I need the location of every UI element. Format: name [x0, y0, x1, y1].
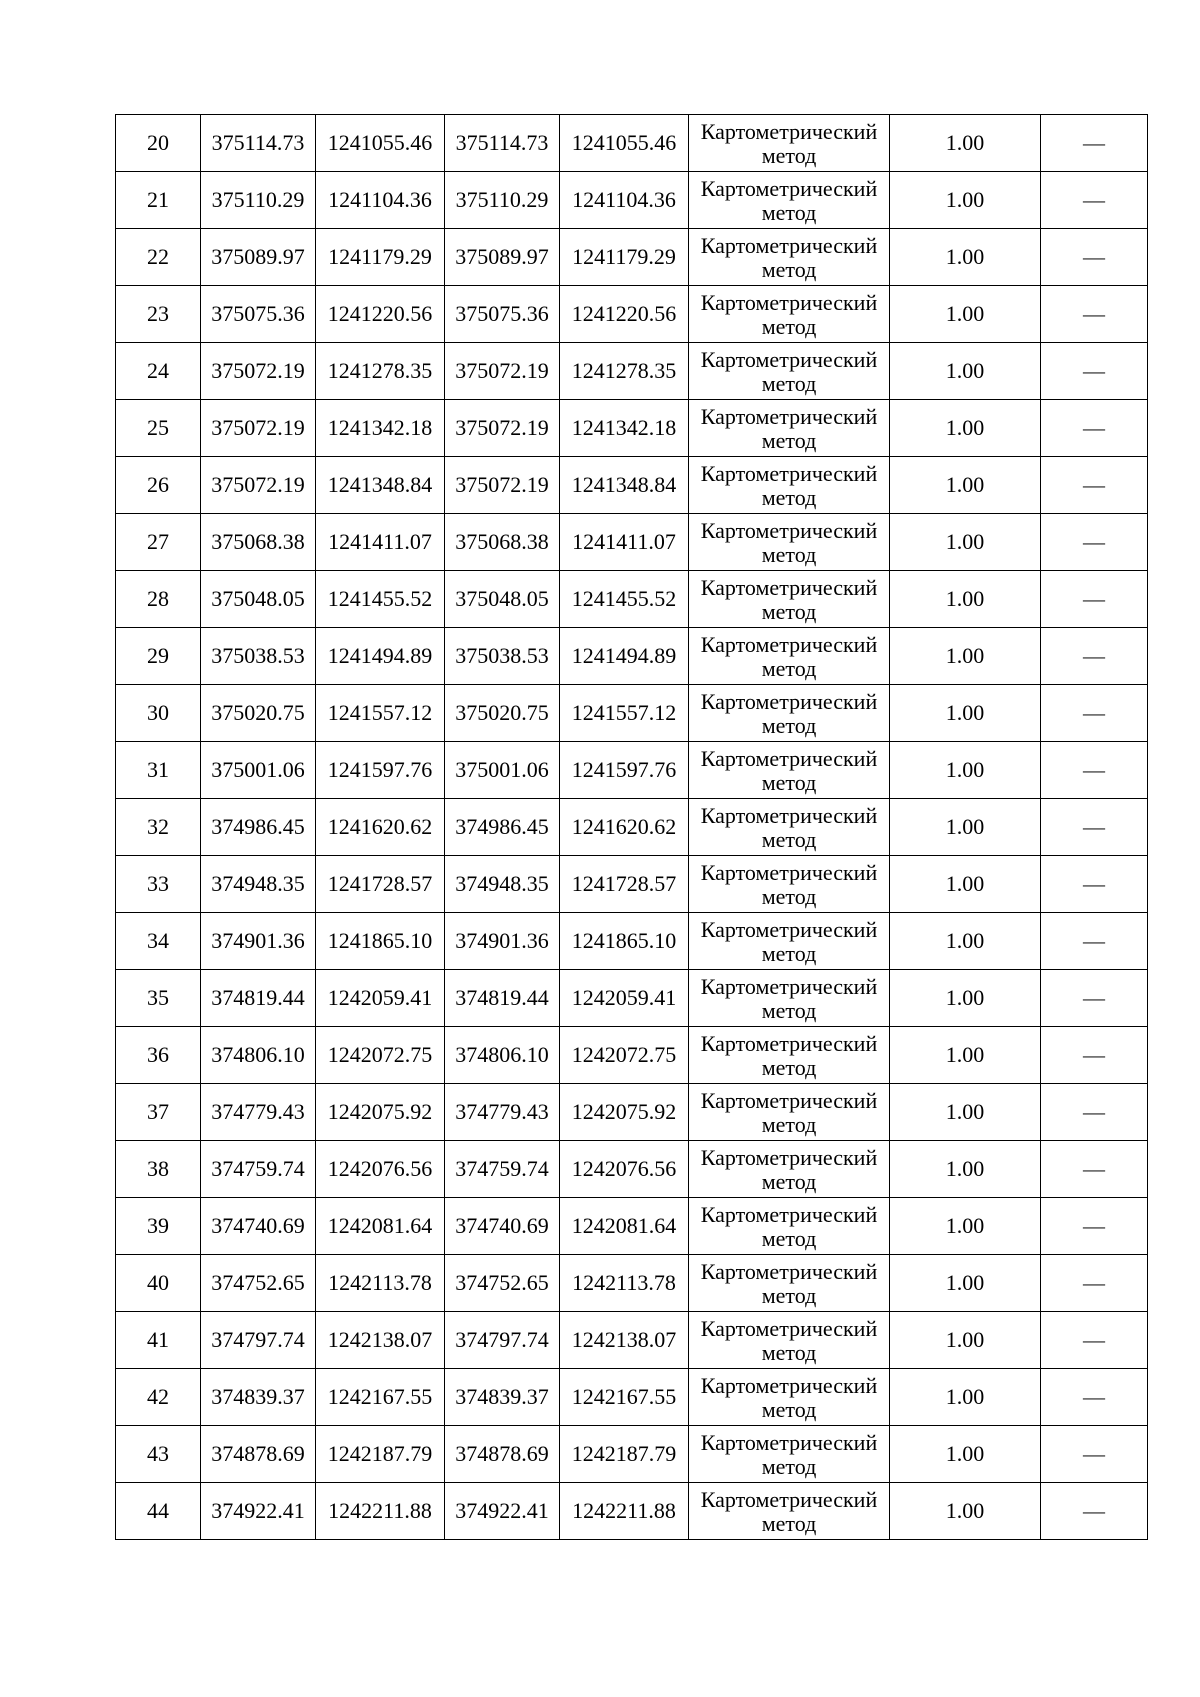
- method-label-line2: метод: [761, 428, 817, 453]
- description-cell: —: [1041, 1027, 1148, 1084]
- point-number-cell: 29: [116, 628, 201, 685]
- new-y-cell: 1241179.29: [560, 229, 689, 286]
- method-cell: [689, 457, 890, 514]
- method-label-line2: метод: [761, 1169, 817, 1194]
- accuracy-cell: 1.00: [890, 1141, 1041, 1198]
- method-label-line2: метод: [761, 599, 817, 624]
- method-cell: [689, 286, 890, 343]
- table-row: [116, 115, 1148, 172]
- existing-y-cell: 1241104.36: [316, 172, 445, 229]
- description-cell: —: [1041, 115, 1148, 172]
- point-number-cell: 37: [116, 1084, 201, 1141]
- existing-x-cell: 374839.37: [201, 1369, 316, 1426]
- new-y-cell: 1241348.84: [560, 457, 689, 514]
- description-cell: —: [1041, 856, 1148, 913]
- accuracy-cell: 1.00: [890, 913, 1041, 970]
- new-y-cell: 1241055.46: [560, 115, 689, 172]
- accuracy-cell: 1.00: [890, 1198, 1041, 1255]
- method-label-line1: Картометрический: [700, 1373, 878, 1398]
- description-cell: —: [1041, 1084, 1148, 1141]
- existing-x-cell: 375110.29: [201, 172, 316, 229]
- method-label-line2: метод: [761, 1226, 817, 1251]
- new-y-cell: 1242113.78: [560, 1255, 689, 1312]
- new-x-cell: 374779.43: [445, 1084, 560, 1141]
- method-label-line2: метод: [761, 1112, 817, 1137]
- table-row: [116, 514, 1148, 571]
- accuracy-cell: 1.00: [890, 229, 1041, 286]
- method-cell: [689, 799, 890, 856]
- table-row: [116, 343, 1148, 400]
- description-cell: —: [1041, 172, 1148, 229]
- description-cell: —: [1041, 1141, 1148, 1198]
- accuracy-cell: 1.00: [890, 343, 1041, 400]
- method-label-line1: Картометрический: [700, 518, 878, 543]
- point-number-cell: 33: [116, 856, 201, 913]
- point-number-cell: 26: [116, 457, 201, 514]
- new-y-cell: 1242059.41: [560, 970, 689, 1027]
- table-row: [116, 799, 1148, 856]
- new-x-cell: 375038.53: [445, 628, 560, 685]
- point-number-cell: 43: [116, 1426, 201, 1483]
- existing-x-cell: 375072.19: [201, 400, 316, 457]
- new-x-cell: 374948.35: [445, 856, 560, 913]
- existing-x-cell: 375072.19: [201, 457, 316, 514]
- new-y-cell: 1242211.88: [560, 1483, 689, 1540]
- description-cell: —: [1041, 1369, 1148, 1426]
- method-label-line1: Картометрический: [700, 1145, 878, 1170]
- existing-y-cell: 1241455.52: [316, 571, 445, 628]
- existing-x-cell: 374986.45: [201, 799, 316, 856]
- method-label-line1: Картометрический: [700, 860, 878, 885]
- accuracy-cell: 1.00: [890, 115, 1041, 172]
- method-cell: [689, 970, 890, 1027]
- table-row: [116, 229, 1148, 286]
- method-label-line2: метод: [761, 143, 817, 168]
- existing-x-cell: 374740.69: [201, 1198, 316, 1255]
- method-label-line2: метод: [761, 1397, 817, 1422]
- new-y-cell: 1242076.56: [560, 1141, 689, 1198]
- table-row: [116, 913, 1148, 970]
- existing-x-cell: 375048.05: [201, 571, 316, 628]
- new-x-cell: 374819.44: [445, 970, 560, 1027]
- point-number-cell: 25: [116, 400, 201, 457]
- description-cell: —: [1041, 742, 1148, 799]
- method-label-line1: Картометрический: [700, 1202, 878, 1227]
- new-x-cell: 375048.05: [445, 571, 560, 628]
- new-x-cell: 375068.38: [445, 514, 560, 571]
- method-label-line2: метод: [761, 656, 817, 681]
- existing-x-cell: 374901.36: [201, 913, 316, 970]
- method-label-line2: метод: [761, 542, 817, 567]
- existing-y-cell: 1241342.18: [316, 400, 445, 457]
- existing-x-cell: 375038.53: [201, 628, 316, 685]
- existing-x-cell: 374797.74: [201, 1312, 316, 1369]
- existing-y-cell: 1242072.75: [316, 1027, 445, 1084]
- new-y-cell: 1242167.55: [560, 1369, 689, 1426]
- new-x-cell: 374839.37: [445, 1369, 560, 1426]
- new-x-cell: 374878.69: [445, 1426, 560, 1483]
- description-cell: —: [1041, 1483, 1148, 1540]
- new-x-cell: 374901.36: [445, 913, 560, 970]
- new-x-cell: 375072.19: [445, 457, 560, 514]
- table-row: [116, 1027, 1148, 1084]
- method-cell: [689, 742, 890, 799]
- method-label-line2: метод: [761, 485, 817, 510]
- description-cell: —: [1041, 628, 1148, 685]
- point-number-cell: 24: [116, 343, 201, 400]
- new-y-cell: 1242072.75: [560, 1027, 689, 1084]
- existing-x-cell: 374806.10: [201, 1027, 316, 1084]
- existing-y-cell: 1241348.84: [316, 457, 445, 514]
- table-row: [116, 1426, 1148, 1483]
- method-cell: [689, 172, 890, 229]
- method-label-line1: Картометрический: [700, 575, 878, 600]
- accuracy-cell: 1.00: [890, 970, 1041, 1027]
- existing-x-cell: 374922.41: [201, 1483, 316, 1540]
- description-cell: —: [1041, 229, 1148, 286]
- description-cell: —: [1041, 1312, 1148, 1369]
- accuracy-cell: 1.00: [890, 856, 1041, 913]
- method-label-line2: метод: [761, 1283, 817, 1308]
- method-label-line1: Картометрический: [700, 974, 878, 999]
- point-number-cell: 36: [116, 1027, 201, 1084]
- accuracy-cell: 1.00: [890, 685, 1041, 742]
- new-x-cell: 375072.19: [445, 343, 560, 400]
- new-x-cell: 375072.19: [445, 400, 560, 457]
- new-y-cell: 1242081.64: [560, 1198, 689, 1255]
- new-x-cell: 374986.45: [445, 799, 560, 856]
- existing-x-cell: 374779.43: [201, 1084, 316, 1141]
- new-x-cell: 375089.97: [445, 229, 560, 286]
- method-label-line2: метод: [761, 1340, 817, 1365]
- method-label-line2: метод: [761, 1454, 817, 1479]
- existing-y-cell: 1242076.56: [316, 1141, 445, 1198]
- existing-y-cell: 1242113.78: [316, 1255, 445, 1312]
- accuracy-cell: 1.00: [890, 1255, 1041, 1312]
- accuracy-cell: 1.00: [890, 628, 1041, 685]
- point-number-cell: 35: [116, 970, 201, 1027]
- accuracy-cell: 1.00: [890, 799, 1041, 856]
- existing-y-cell: 1242138.07: [316, 1312, 445, 1369]
- new-x-cell: 375075.36: [445, 286, 560, 343]
- method-label-line1: Картометрический: [700, 1487, 878, 1512]
- method-label-line1: Картометрический: [700, 917, 878, 942]
- new-x-cell: 374752.65: [445, 1255, 560, 1312]
- method-label-line2: метод: [761, 713, 817, 738]
- method-label-line2: метод: [761, 941, 817, 966]
- new-y-cell: 1241494.89: [560, 628, 689, 685]
- method-cell: [689, 913, 890, 970]
- new-x-cell: 374797.74: [445, 1312, 560, 1369]
- method-label-line1: Картометрический: [700, 1430, 878, 1455]
- existing-x-cell: 375075.36: [201, 286, 316, 343]
- new-x-cell: 374759.74: [445, 1141, 560, 1198]
- method-label-line1: Картометрический: [700, 689, 878, 714]
- accuracy-cell: 1.00: [890, 172, 1041, 229]
- new-y-cell: 1241557.12: [560, 685, 689, 742]
- method-cell: [689, 1141, 890, 1198]
- existing-y-cell: 1241220.56: [316, 286, 445, 343]
- method-cell: [689, 514, 890, 571]
- existing-y-cell: 1241728.57: [316, 856, 445, 913]
- new-x-cell: 374740.69: [445, 1198, 560, 1255]
- method-cell: [689, 1312, 890, 1369]
- description-cell: —: [1041, 970, 1148, 1027]
- new-y-cell: 1241342.18: [560, 400, 689, 457]
- table-row: [116, 1369, 1148, 1426]
- method-label-line2: метод: [761, 1055, 817, 1080]
- description-cell: —: [1041, 1255, 1148, 1312]
- method-cell: [689, 1084, 890, 1141]
- new-y-cell: 1242075.92: [560, 1084, 689, 1141]
- method-cell: [689, 343, 890, 400]
- table-row: [116, 856, 1148, 913]
- table-row: [116, 1255, 1148, 1312]
- new-y-cell: 1241728.57: [560, 856, 689, 913]
- new-y-cell: 1242138.07: [560, 1312, 689, 1369]
- table-row: [116, 970, 1148, 1027]
- new-x-cell: 375114.73: [445, 115, 560, 172]
- description-cell: —: [1041, 343, 1148, 400]
- point-number-cell: 39: [116, 1198, 201, 1255]
- new-x-cell: 375110.29: [445, 172, 560, 229]
- method-label-line1: Картометрический: [700, 632, 878, 657]
- existing-y-cell: 1241179.29: [316, 229, 445, 286]
- accuracy-cell: 1.00: [890, 1027, 1041, 1084]
- description-cell: —: [1041, 400, 1148, 457]
- table-row: [116, 571, 1148, 628]
- existing-x-cell: 374759.74: [201, 1141, 316, 1198]
- table-row: [116, 628, 1148, 685]
- description-cell: —: [1041, 1198, 1148, 1255]
- existing-y-cell: 1242075.92: [316, 1084, 445, 1141]
- description-cell: —: [1041, 799, 1148, 856]
- method-label-line1: Картометрический: [700, 1088, 878, 1113]
- new-y-cell: 1241597.76: [560, 742, 689, 799]
- table-row: [116, 457, 1148, 514]
- method-label-line1: Картометрический: [700, 1031, 878, 1056]
- existing-x-cell: 375072.19: [201, 343, 316, 400]
- description-cell: —: [1041, 571, 1148, 628]
- method-label-line2: метод: [761, 200, 817, 225]
- table-row: [116, 685, 1148, 742]
- point-number-cell: 38: [116, 1141, 201, 1198]
- table-row: [116, 400, 1148, 457]
- description-cell: —: [1041, 685, 1148, 742]
- point-number-cell: 30: [116, 685, 201, 742]
- method-label-line2: метод: [761, 371, 817, 396]
- new-x-cell: 375001.06: [445, 742, 560, 799]
- new-x-cell: 374806.10: [445, 1027, 560, 1084]
- method-label-line1: Картометрический: [700, 1259, 878, 1284]
- new-x-cell: 375020.75: [445, 685, 560, 742]
- accuracy-cell: 1.00: [890, 742, 1041, 799]
- new-y-cell: 1241104.36: [560, 172, 689, 229]
- table-row: [116, 1483, 1148, 1540]
- method-label-line2: метод: [761, 1511, 817, 1536]
- new-y-cell: 1242187.79: [560, 1426, 689, 1483]
- table-row: [116, 1084, 1148, 1141]
- method-label-line1: Картометрический: [700, 233, 878, 258]
- method-label-line1: Картометрический: [700, 176, 878, 201]
- existing-x-cell: 375020.75: [201, 685, 316, 742]
- method-cell: [689, 856, 890, 913]
- point-number-cell: 40: [116, 1255, 201, 1312]
- method-label-line2: метод: [761, 884, 817, 909]
- description-cell: —: [1041, 913, 1148, 970]
- method-cell: [689, 1027, 890, 1084]
- description-cell: —: [1041, 457, 1148, 514]
- existing-y-cell: 1241597.76: [316, 742, 445, 799]
- method-label-line1: Картометрический: [700, 803, 878, 828]
- existing-y-cell: 1242211.88: [316, 1483, 445, 1540]
- table-row: [116, 1141, 1148, 1198]
- method-label-line2: метод: [761, 257, 817, 282]
- table-row: [116, 742, 1148, 799]
- point-number-cell: 27: [116, 514, 201, 571]
- table-row: [116, 1312, 1148, 1369]
- method-cell: [689, 571, 890, 628]
- existing-x-cell: 374752.65: [201, 1255, 316, 1312]
- existing-y-cell: 1241411.07: [316, 514, 445, 571]
- existing-x-cell: 375068.38: [201, 514, 316, 571]
- existing-y-cell: 1241494.89: [316, 628, 445, 685]
- existing-y-cell: 1241557.12: [316, 685, 445, 742]
- existing-y-cell: 1242081.64: [316, 1198, 445, 1255]
- method-label-line1: Картометрический: [700, 404, 878, 429]
- point-number-cell: 41: [116, 1312, 201, 1369]
- method-cell: [689, 229, 890, 286]
- point-number-cell: 42: [116, 1369, 201, 1426]
- new-y-cell: 1241455.52: [560, 571, 689, 628]
- existing-y-cell: 1242059.41: [316, 970, 445, 1027]
- accuracy-cell: 1.00: [890, 457, 1041, 514]
- description-cell: —: [1041, 1426, 1148, 1483]
- existing-x-cell: 374819.44: [201, 970, 316, 1027]
- table-row: [116, 1198, 1148, 1255]
- accuracy-cell: 1.00: [890, 400, 1041, 457]
- method-label-line2: метод: [761, 770, 817, 795]
- point-number-cell: 31: [116, 742, 201, 799]
- method-label-line1: Картометрический: [700, 119, 878, 144]
- method-label-line2: метод: [761, 827, 817, 852]
- accuracy-cell: 1.00: [890, 286, 1041, 343]
- point-number-cell: 21: [116, 172, 201, 229]
- existing-x-cell: 375114.73: [201, 115, 316, 172]
- method-label-line1: Картометрический: [700, 347, 878, 372]
- method-cell: [689, 1483, 890, 1540]
- new-y-cell: 1241620.62: [560, 799, 689, 856]
- point-number-cell: 20: [116, 115, 201, 172]
- existing-x-cell: 375001.06: [201, 742, 316, 799]
- method-cell: [689, 1198, 890, 1255]
- existing-y-cell: 1242187.79: [316, 1426, 445, 1483]
- method-cell: [689, 1255, 890, 1312]
- method-label-line1: Картометрический: [700, 746, 878, 771]
- method-label-line1: Картометрический: [700, 1316, 878, 1341]
- existing-y-cell: 1241620.62: [316, 799, 445, 856]
- method-label-line2: метод: [761, 314, 817, 339]
- existing-y-cell: 1242167.55: [316, 1369, 445, 1426]
- accuracy-cell: 1.00: [890, 1084, 1041, 1141]
- new-x-cell: 374922.41: [445, 1483, 560, 1540]
- table-body: [116, 115, 1148, 1540]
- method-label-line1: Картометрический: [700, 290, 878, 315]
- description-cell: —: [1041, 286, 1148, 343]
- accuracy-cell: 1.00: [890, 1483, 1041, 1540]
- existing-x-cell: 374948.35: [201, 856, 316, 913]
- coordinates-table: [115, 114, 1148, 1540]
- existing-y-cell: 1241055.46: [316, 115, 445, 172]
- existing-y-cell: 1241865.10: [316, 913, 445, 970]
- method-cell: [689, 115, 890, 172]
- point-number-cell: 32: [116, 799, 201, 856]
- method-label-line1: Картометрический: [700, 461, 878, 486]
- new-y-cell: 1241865.10: [560, 913, 689, 970]
- accuracy-cell: 1.00: [890, 1426, 1041, 1483]
- point-number-cell: 44: [116, 1483, 201, 1540]
- method-cell: [689, 628, 890, 685]
- existing-x-cell: 374878.69: [201, 1426, 316, 1483]
- new-y-cell: 1241220.56: [560, 286, 689, 343]
- existing-x-cell: 375089.97: [201, 229, 316, 286]
- method-cell: [689, 400, 890, 457]
- table-row: [116, 172, 1148, 229]
- point-number-cell: 34: [116, 913, 201, 970]
- accuracy-cell: 1.00: [890, 1369, 1041, 1426]
- table-row: [116, 286, 1148, 343]
- description-cell: —: [1041, 514, 1148, 571]
- new-y-cell: 1241411.07: [560, 514, 689, 571]
- accuracy-cell: 1.00: [890, 1312, 1041, 1369]
- method-cell: [689, 1369, 890, 1426]
- accuracy-cell: 1.00: [890, 514, 1041, 571]
- accuracy-cell: 1.00: [890, 571, 1041, 628]
- point-number-cell: 23: [116, 286, 201, 343]
- point-number-cell: 22: [116, 229, 201, 286]
- method-cell: [689, 685, 890, 742]
- point-number-cell: 28: [116, 571, 201, 628]
- method-label-line2: метод: [761, 998, 817, 1023]
- method-cell: [689, 1426, 890, 1483]
- new-y-cell: 1241278.35: [560, 343, 689, 400]
- existing-y-cell: 1241278.35: [316, 343, 445, 400]
